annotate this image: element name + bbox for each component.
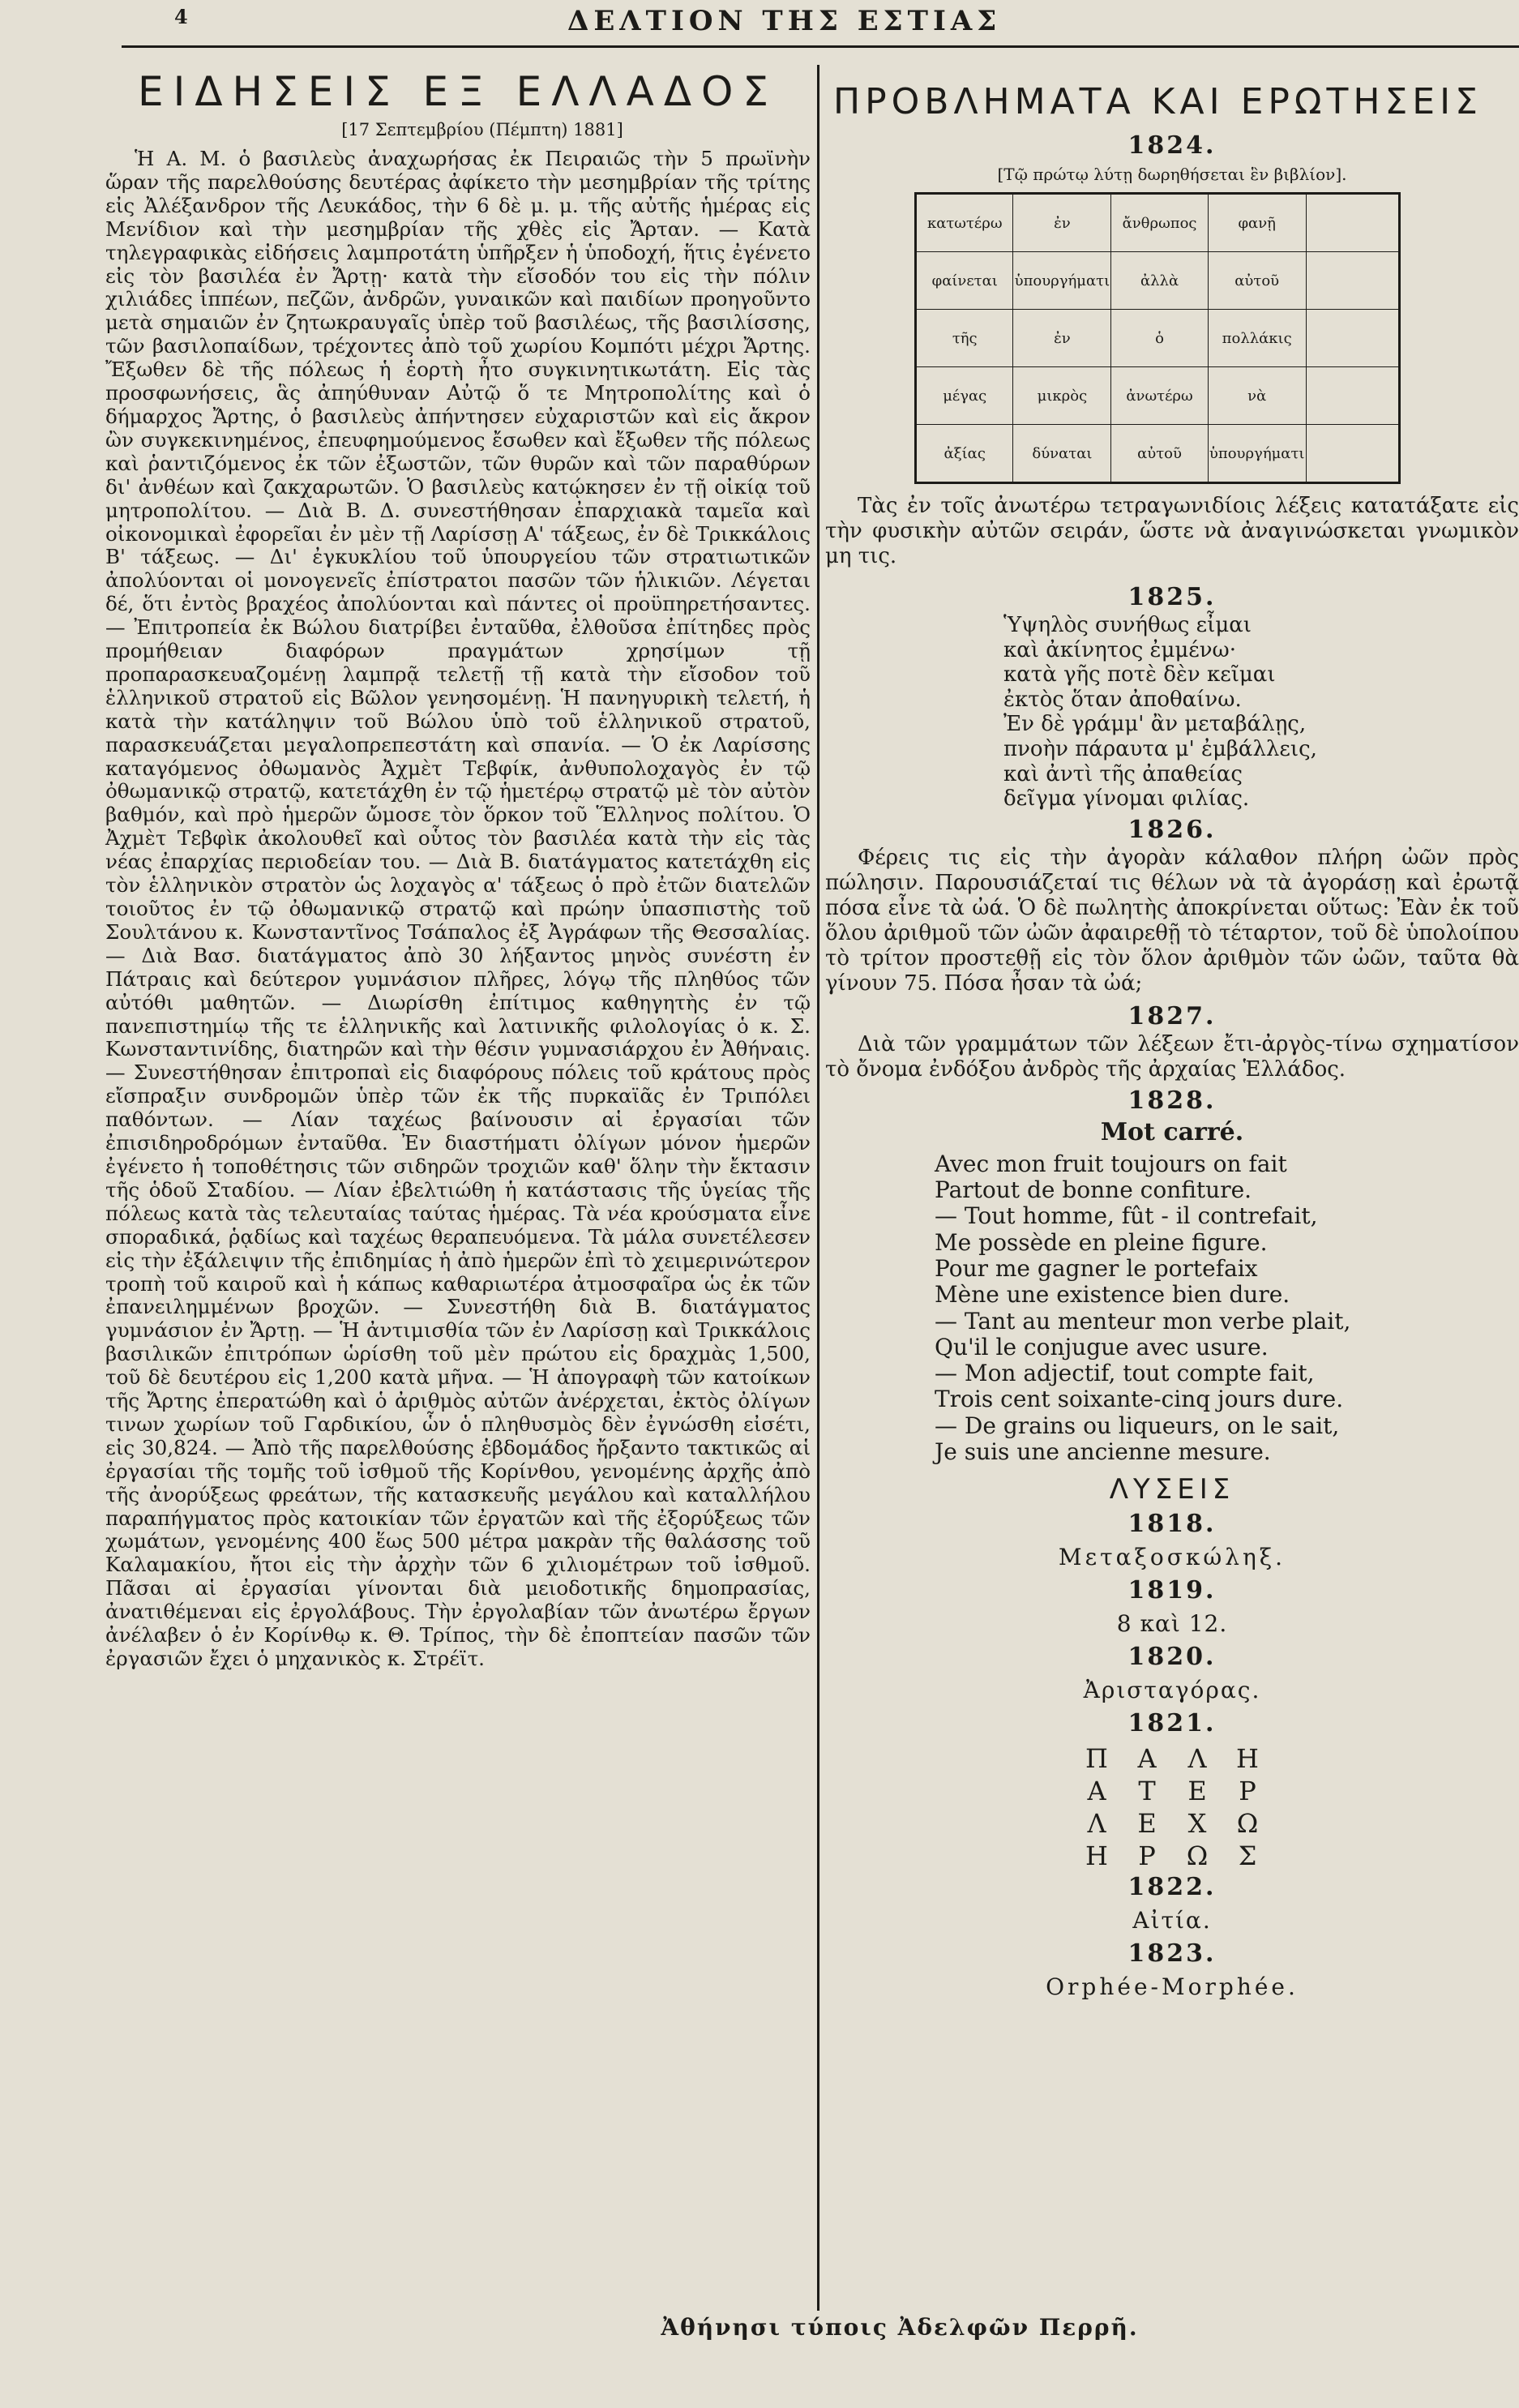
verse-line: Pour me gagner le portefaix xyxy=(935,1254,1258,1282)
problems-title: ΠΡΟΒΛΗΜΑΤΑ ΚΑΙ ΕΡΩΤΗΣΕΙΣ xyxy=(833,81,1483,122)
grid-cell: πολλάκις xyxy=(1208,310,1306,367)
grid-cell: ἀξίας xyxy=(916,425,1013,483)
solution-number-1822: 1822. xyxy=(1127,1873,1217,1902)
letter-cell: Η xyxy=(1236,1743,1259,1775)
problem-number-1825: 1825. xyxy=(1127,583,1217,611)
column-divider xyxy=(817,65,819,2311)
verse-line: Je suis une ancienne mesure. xyxy=(935,1438,1271,1466)
grid-cell xyxy=(1306,252,1399,310)
grid-cell xyxy=(1306,367,1399,425)
grid-row xyxy=(916,194,1400,252)
solutions-title: ΛΥΣΕΙΣ xyxy=(1109,1473,1235,1506)
verse-line: Partout de bonne confiture. xyxy=(935,1176,1252,1204)
grid-row xyxy=(916,425,1400,483)
letter-row xyxy=(1072,1840,1273,1872)
prize-note: [Τῷ πρώτῳ λύτῃ δωρηθήσεται ἓν βιβλίον]. xyxy=(997,165,1347,184)
grid-cell: ὑπουργήματι xyxy=(1013,252,1111,310)
problem-number-1826: 1826. xyxy=(1127,815,1217,844)
printer-imprint: Ἀθήνησι τύποις Ἀδελφῶν Περρῆ. xyxy=(661,2314,1139,2341)
grid-row xyxy=(916,367,1400,425)
grid-cell: ἀλλὰ xyxy=(1111,252,1208,310)
letter-cell: Ω xyxy=(1186,1840,1209,1872)
word-grid xyxy=(914,192,1401,484)
letter-cell: Λ xyxy=(1087,1808,1106,1840)
grid-cell: ὑπουργήματι xyxy=(1208,425,1306,483)
solution-number: 1819. xyxy=(1127,1576,1217,1605)
solution-answer: Orphée-Morphée. xyxy=(1046,1973,1299,2001)
grid-cell: αὐτοῦ xyxy=(1111,425,1208,483)
grid-cell: μέγας xyxy=(916,367,1013,425)
news-paragraph: Ἡ Α. Μ. ὁ βασιλεὺς ἀναχωρήσας ἐκ Πειραιῶς τὴν 5 πρωϊνὴν ὥραν τῆς παρελθούσης δευτέρας ἀφίκετο τὴν μεσημβρίαν τῆς τρίτης εἰς Ἀλέξανδρον τῆς Λευκάδος, τὴν 6 δὲ μ. μ. τῆς αὐτῆς ἡμέρας εἰς Μενίδιον καὶ τὴν μεσημβρίαν τῆς χθὲς εἰς Ἄρταν. — Κατὰ τηλεγραφικὰς εἰδήσεις λαμπροτάτη ὑπῆρξεν ἡ ὑποδοχή, ἥτις ἐγένετο εἰς τὸν βασιλέα ἐν Ἄρτῃ· κατὰ τὴν εἴσοδόν του εἰς τὴν πόλιν χιλιάδες ἱππέων, πεζῶν, ἀνδρῶν, γυναικῶν καὶ παιδίων προηγοῦντο μετὰ σημαιῶν ἐν ζητωκραυγαῖς ὑπὲρ τοῦ βασιλέως, τῆς βασιλίσσης, τῶν βασιλοπαίδων, τρέχοντες ἀπὸ τοῦ χωρίου Κομπότι μέχρι Ἄρτης. Ἔξωθεν δὲ τῆς πόλεως ἡ ἑορτὴ ἦτο συγκινητικωτάτη. Εἰς τὰς προσφωνήσεις, ἃς ἀπηύθυναν Αὐτῷ ὅ τε Μητροπολίτης καὶ ὁ δήμαρχος Ἄρτης, ὁ βασιλεὺς ἀπήντησεν εὐχαριστῶν καὶ εἰς ἄκρον ὢν συγκεκινημένος, ἐπευφημούμενος ἔσωθεν καὶ ἔξωθεν τῆς πόλεως καὶ ῥαντιζόμενος ἐκ τῶν ἐξωστῶν, τῶν θυρῶν καὶ τῶν παραθύρων δι' ἀνθέων καὶ ζακχαρωτῶν. Ὁ βασιλεὺς κατῴκησεν ἐν τῇ οἰκίᾳ τοῦ μητροπολίτου. — Διὰ Β. Δ. συνεστήθησαν ἐπαρχιακὰ ταμεῖα καὶ οἰκονομικαὶ ἐφορεῖαι ἐν μὲν τῇ Λαρίσσῃ Α' τάξεως, ἐν δὲ Τρικκάλοις Β' τάξεως. — Δι' ἐγκυκλίου τοῦ ὑπουργείου τῶν στρατιωτικῶν ἀπολύονται οἱ μονογενεῖς ἐπίστρατοι πασῶν τῶν ἡλικιῶν. Λέγεται δέ, ὅτι ἐντὸς βραχέος ἀπολύονται καὶ πάντες οἱ προϋπηρετήσαντες. — Ἐπιτροπεία ἐκ Βώλου διατρίβει ἐνταῦθα, ἐλθοῦσα ἐπίτηδες πρὸς προμήθειαν διαφόρων πραγμάτων χρησίμων τῇ προπαρασκευαζομένῃ λαμπρᾷ τελετῇ τῇ κατὰ τὴν εἴσοδον τοῦ ἑλληνικοῦ στρατοῦ εἰς Βῶλον γενησομένῃ. Ἡ πανηγυρικὴ τελετή, ἡ κατὰ τὴν κατάληψιν τοῦ Βώλου ὑπὸ τοῦ ἑλληνικοῦ στρατοῦ, παρασκευάζεται μεγαλοπρεπεστάτη καὶ σπανία. — Ὁ ἐκ Λαρίσσης καταγόμενος ὀθωμανὸς Ἀχμὲτ Τεβφίκ, ἀνθυπολοχαγὸς ἐν τῷ ὀθωμανικῷ στρατῷ, κατετάχθη ἐν τῷ ἡμετέρῳ στρατῷ μὲ τὸν αὐτὸν βαθμόν, καὶ πρὸ ἡμερῶν ὤμοσε τὸν ὅρκον τοῦ Ἕλληνος πολίτου. Ὁ Ἀχμὲτ Τεβφὶκ ἀκολουθεῖ καὶ οὗτος τὸν βασιλέα κατὰ τὴν εἰς τὰς νέας ἐπαρχίας περιοδείαν του. — Διὰ Β. διατάγματος κατετάχθη εἰς τὸν ἑλληνικὸν στρατὸν ὡς λοχαγὸς α' τάξεως ὁ πρὸ ἐτῶν διατελῶν τοιοῦτος ἐν τῷ ὀθωμανικῷ στρατῷ καὶ πρώην ὑπασπιστὴς τοῦ Σουλτάνου κ. Κωνσταντῖνος Τσάπαλος ἐξ Ἀγράφων τῆς Θεσσαλίας. — Διὰ Βασ. διατάγματος ἀπὸ 30 λήξαντος μηνὸς συνέστη ἐν Πάτραις καὶ δεύτερον γυμνάσιον πλῆρες, λόγῳ τῆς πληθύος τῶν αὐτόθι μαθητῶν. — Διωρίσθη ἐπίτιμος καθηγητὴς ἐν τῷ πανεπιστημίῳ τῆς τε ἑλληνικῆς καὶ λατινικῆς φιλολογίας ὁ κ. Σ. Κωνσταντινίδης, διατηρῶν καὶ τὴν θέσιν γυμνασιάρχου ἐν Ἀθήναις. — Συνεστήθησαν ἐπιτροπαὶ εἰς διαφόρους πόλεις τοῦ κράτους πρὸς εἴσπραξιν συνδρομῶν ὑπὲρ τῶν ἐκ τῆς πυρκαϊᾶς ἐν Τριπόλει παθόντων. — Λίαν ταχέως βαίνουσιν αἱ ἐργασίαι τῶν ἐπισιδηροδρόμων ἐνταῦθα. Ἐν διαστήματι ὀλίγων μόνον ἡμερῶν ἐγένετο ἡ τοποθέτησις τῶν σιδηρῶν τροχιῶν καθ' ὅλην τὴν ἔκτασιν τῆς ὁδοῦ Σταδίου. — Λίαν ἐβελτιώθη ἡ κατάστασις τῆς ὑγείας τῆς πόλεως κατὰ τὰς τελευταίας ταύτας ἡμέρας. Τὰ νέα κρούσματα εἶνε σποραδικά, ῥᾳδίως καὶ ταχέως θεραπευόμενα. Τὰ μάλα συνετέλεσεν εἰς τὴν ἐξάλειψιν τῆς ἐπιδημίας ἡ ἀπὸ ἡμερῶν ἐπὶ τὸ χειμερινώτερον τροπὴ τοῦ καιροῦ καὶ ἡ κάπως καθαριωτέρα ἀτμοσφαῖρα ὡς ἐκ τῶν ἐπανειλημμένων βροχῶν. — Συνεστήθη διὰ Β. διατάγματος γυμνάσιον ἐν Ἄρτῃ. — Ἡ ἀντιμισθία τῶν ἐν Λαρίσσῃ καὶ Τρικκάλοις βασιλικῶν ἐπιτρόπων ὡρίσθη τοῦ μὲν πρώτου εἰς δραχμὰς 1,500, τοῦ δὲ δευτέρου εἰς 1,200 κατὰ μῆνα. — Ἡ ἀπογραφὴ τῶν κατοίκων τῆς Ἄρτης ἐπερατώθη καὶ ὁ ἀριθμὸς αὐτῶν ἀνέρχεται, ἐκτὸς ὀλίγων τινων χωρίων τοῦ Γαρδικίου, ὧν ὁ πληθυσμὸς δὲν ἐγνώσθη εἰσέτι, εἰς 30,824. — Ἀπὸ τῆς παρελθούσης ἑβδομάδος ἤρξαντο τακτικῶς αἱ ἐργασίαι τῆς τομῆς τοῦ ἰσθμοῦ τῆς Κορίνθου, γενομένης ἀρχῆς ἀπὸ τῆς ἀνορύξεως φρεάτων, τῆς κατασκευῆς μεγάλου καὶ καταλλήλου παραπήγματος πρὸς κατοικίαν τῶν ἐργατῶν καὶ τῆς ἐξορύξεως τῶν χωμάτων, γενομένης 400 ἕως 500 μέτρα μακρὰν τῆς θαλάσσης τοῦ Καλαμακίου, ἤτοι εἰς τὴν ἀρχὴν τῶν 6 χιλιομέτρων τοῦ ἰσθμοῦ. Πᾶσαι αἱ ἐργασίαι γίνονται διὰ μειοδοτικῆς δημοπρασίας, ἀνατιθέμεναι εἰς ἐργολάβους. Τὴν ἐργολαβίαν τῶν ἀνωτέρω ἔργων ἀνέλαβεν ὁ ἐν Κορίνθῳ κ. Θ. Τρίπος, τὴν δὲ ἐποπτείαν πασῶν τῶν ἐργασιῶν ἔχει ὁ μηχανικὸς κ. Στρέϊτ. xyxy=(105,147,811,1670)
grid-cell: δύναται xyxy=(1013,425,1111,483)
verse-line: Trois cent soixante-cinq jours dure. xyxy=(935,1386,1344,1413)
letter-cell: Π xyxy=(1085,1743,1108,1775)
grid-row xyxy=(916,310,1400,367)
grid-cell: τῆς xyxy=(916,310,1013,367)
masthead: ΔΕΛΤΙΟΝ ΤΗΣ ΕΣΤΙΑΣ xyxy=(567,5,1002,37)
letter-cell: Τ xyxy=(1138,1776,1156,1807)
grid-cell: φαίνεται xyxy=(916,252,1013,310)
problems-column xyxy=(825,81,1519,2005)
grid-cell: νὰ xyxy=(1208,367,1306,425)
grid-row xyxy=(916,252,1400,310)
solution-answer: Αἰτία. xyxy=(1132,1907,1212,1935)
page-number: 4 xyxy=(174,5,188,28)
problem-1824-instruction: Τὰς ἐν τοῖς ἀνωτέρω τετραγωνιδίοις λέξεις κατατάξατε εἰς τὴν φυσικὴν αὐτῶν σειράν, ὥστε νὰ ἀναγινώσκεται γνωμικὸν μη τις. xyxy=(825,494,1519,568)
verse-line: Ἐν δὲ γράμμ' ἂν μεταβάλῃς, xyxy=(1003,712,1307,737)
letter-cell: Ω xyxy=(1236,1808,1259,1840)
solution-number: 1820. xyxy=(1127,1643,1217,1672)
problem-number-1824: 1824. xyxy=(1127,131,1217,160)
solution-number-1821: 1821. xyxy=(1127,1709,1217,1738)
letter-cell: Α xyxy=(1137,1743,1157,1775)
letter-cell: Α xyxy=(1087,1776,1106,1807)
verse-line: πνοὴν πάραυτα μ' ἐμβάλλεις, xyxy=(1003,736,1317,761)
grid-cell: ὁ xyxy=(1111,310,1208,367)
verse-line: καὶ ἀκίνητος ἐμμένω· xyxy=(1003,637,1237,662)
verse-line: Avec mon fruit toujours on fait xyxy=(935,1150,1287,1177)
problem-number-1828: 1828. xyxy=(1127,1086,1217,1115)
grid-cell: φανῇ xyxy=(1208,194,1306,252)
letter-cell: Ε xyxy=(1137,1808,1157,1840)
problem-1827-text: Διὰ τῶν γραμμάτων τῶν λέξεων ἔτι-ἀργὸς-τίνω σχηματίσον τὸ ὄνομα ἐνδόξου ἀνδρὸς τῆς ἀρχαίας Ἑλλάδος. xyxy=(825,1031,1519,1082)
grid-cell: κατωτέρω xyxy=(916,194,1013,252)
verse-line: — De grains ou liqueurs, on le sait, xyxy=(935,1412,1340,1439)
grid-cell: ἄνθρωπος xyxy=(1111,194,1208,252)
letter-cell: Η xyxy=(1085,1840,1108,1872)
letter-cell: Ρ xyxy=(1138,1840,1156,1872)
riddle-verse xyxy=(1003,613,1519,812)
letter-cell: Λ xyxy=(1187,1743,1207,1775)
news-date: [17 Σεπτεμβρίου (Πέμπτη) 1881] xyxy=(341,120,623,139)
verse-line: — Tant au menteur mon verbe plait, xyxy=(935,1307,1351,1335)
letter-row xyxy=(1072,1775,1273,1807)
problem-number-1827: 1827. xyxy=(1127,1001,1217,1030)
verse-line: Mène une existence bien dure. xyxy=(935,1281,1290,1309)
solution-number: 1818. xyxy=(1127,1510,1217,1539)
letter-cell: Σ xyxy=(1238,1840,1257,1872)
problem-1826-text: Φέρεις τις εἰς τὴν ἀγορὰν κάλαθον πλήρη ὠῶν πρὸς πώλησιν. Παρουσιάζεταί τις θέλων νὰ τὰ ἀγοράσῃ καὶ ἐρωτᾷ πόσα εἶνε τὰ ὠά. Ὁ δὲ πωλητὴς ἀποκρίνεται οὕτως: Ἐὰν ἐκ τοῦ ὅλου ἀριθμοῦ τῶν ὠῶν ἀφαιρεθῇ τὸ τέταρτον, τοῦ δὲ ὑπολοίπου τὸ τρίτον προστεθῇ εἰς τὸν ὅλον ἀριθμὸν τῶν ὠῶν, ταῦτα θὰ γίνουν 75. Πόσα ἦσαν τὰ ὠά; xyxy=(825,845,1519,996)
verse-line: κατὰ γῆς ποτὲ δὲν κεῖμαι xyxy=(1003,662,1276,688)
grid-cell: μικρὸς xyxy=(1013,367,1111,425)
verse-line: ἐκτὸς ὅταν ἀποθαίνω. xyxy=(1003,687,1242,712)
news-title: ΕΙΔΗΣΕΙΣ ΕΞ ΕΛΛΑΔΟΣ xyxy=(138,68,778,115)
letter-row xyxy=(1072,1742,1273,1775)
letter-cell: Χ xyxy=(1187,1808,1207,1840)
verse-line: — Mon adjectif, tout compte fait, xyxy=(935,1360,1315,1387)
verse-line: Ὑψηλὸς συνήθως εἶμαι xyxy=(1003,613,1252,637)
verse-line: Me possède en pleine figure. xyxy=(935,1228,1268,1256)
grid-cell: αὐτοῦ xyxy=(1208,252,1306,310)
news-column xyxy=(105,68,811,1671)
grid-cell xyxy=(1306,194,1399,252)
solution-answer: Μεταξοσκώληξ. xyxy=(1058,1544,1286,1571)
top-rule xyxy=(122,45,1519,48)
letter-cell: Ε xyxy=(1187,1776,1207,1807)
verse-line: Qu'il le conjugue avec usure. xyxy=(935,1333,1269,1360)
solution-answer: Ἀρισταγόρας. xyxy=(1083,1677,1261,1704)
grid-cell: ἐν xyxy=(1013,194,1111,252)
solution-answer: 8 καὶ 12. xyxy=(1116,1610,1228,1638)
verse-line: δεῖγμα γίνομαι φιλίας. xyxy=(1003,786,1250,812)
verse-line: — Tout homme, fût - il contrefait, xyxy=(935,1202,1318,1230)
grid-cell: ἐν xyxy=(1013,310,1111,367)
solution-number-1823: 1823. xyxy=(1127,1939,1217,1969)
letter-square xyxy=(1072,1742,1273,1872)
letter-row xyxy=(1072,1807,1273,1840)
verse-line: καὶ ἀντὶ τῆς ἀπαθείας xyxy=(1003,761,1243,786)
grid-cell xyxy=(1306,310,1399,367)
mot-carre-title: Mot carré. xyxy=(1100,1117,1244,1146)
french-verse xyxy=(935,1151,1519,1466)
letter-cell: Ρ xyxy=(1239,1776,1256,1807)
news-body xyxy=(105,148,811,1671)
grid-cell xyxy=(1306,425,1399,483)
grid-cell: ἀνωτέρω xyxy=(1111,367,1208,425)
